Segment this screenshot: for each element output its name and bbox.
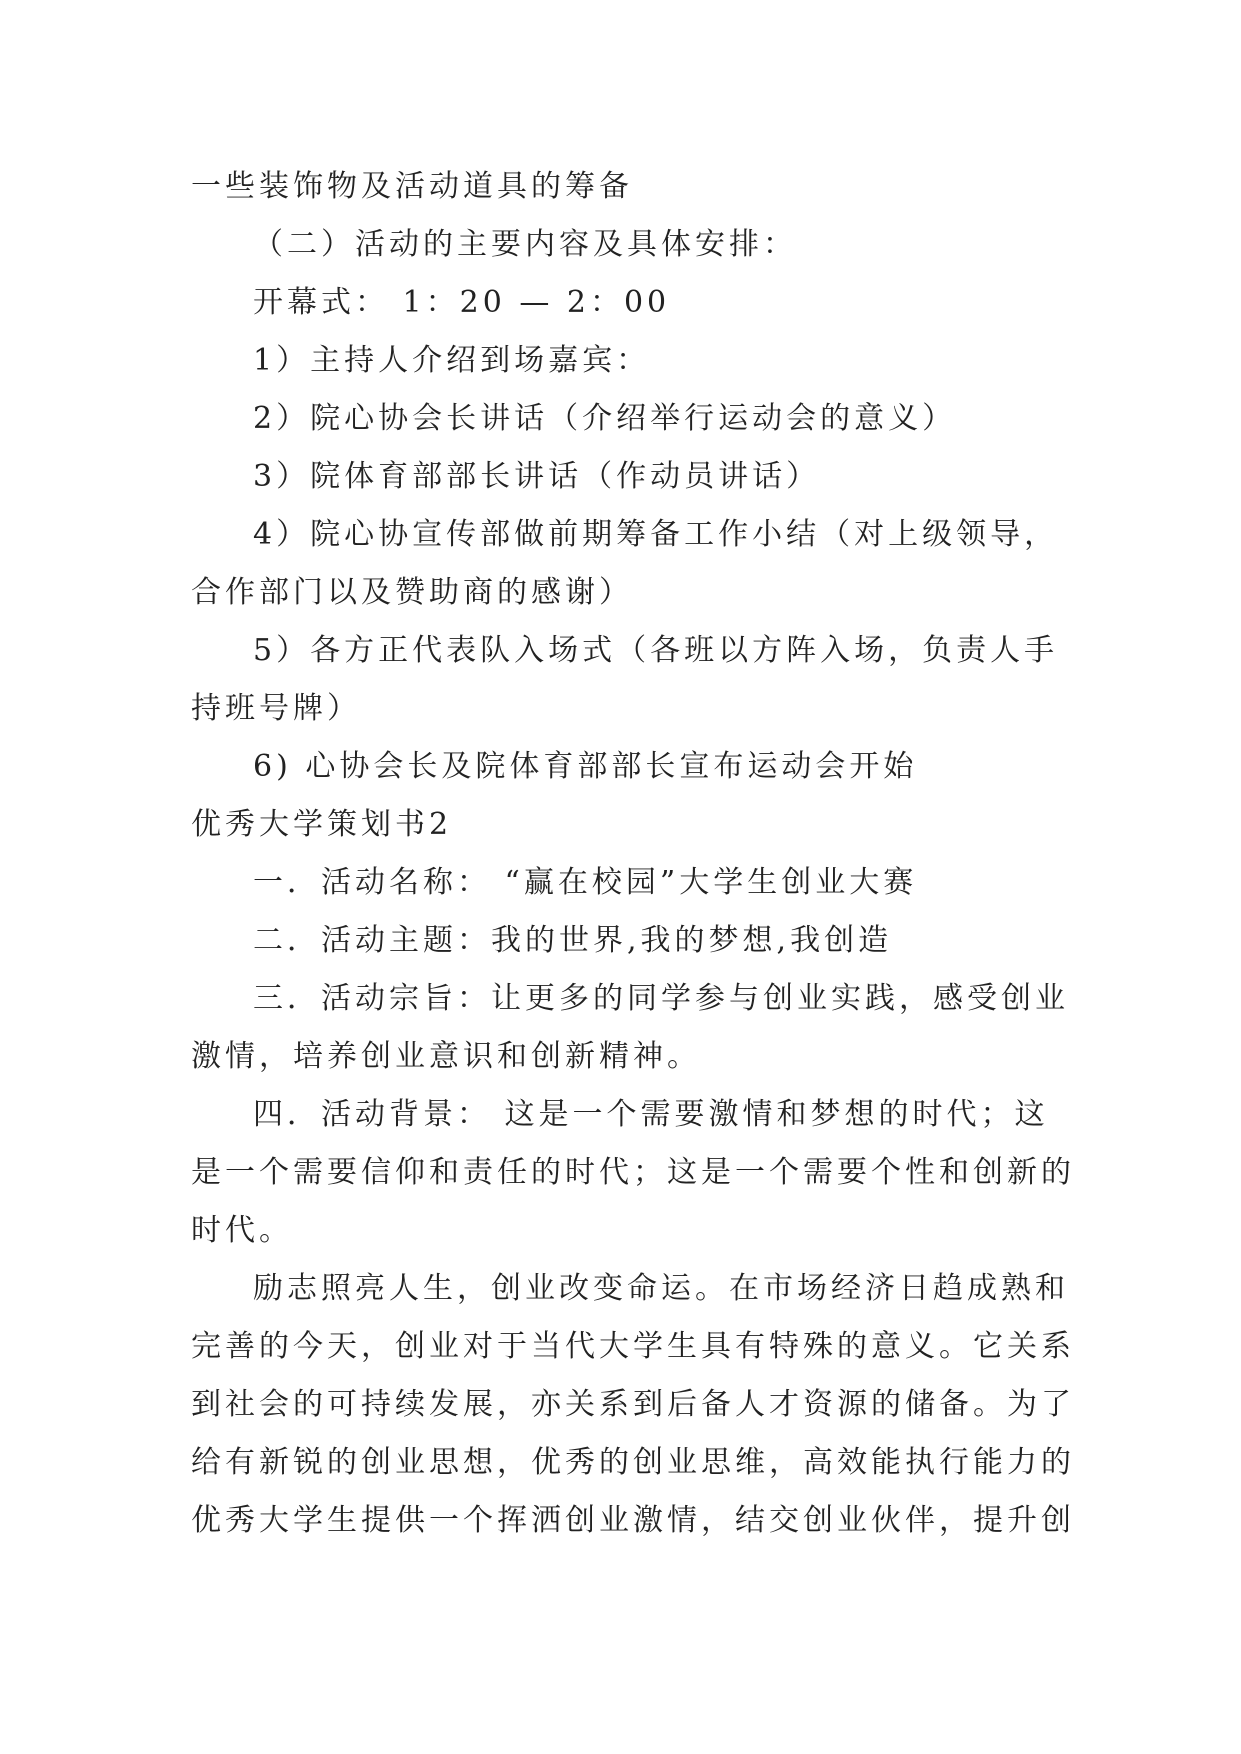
text-line: 开幕式： 1：20 — 2：00: [253, 285, 671, 320]
document-body: [191, 158, 1075, 1550]
text-line: 是一个需要信仰和责任的时代；这是一个需要个性和创新的: [191, 1155, 1075, 1190]
text-line: 时代。: [191, 1213, 293, 1248]
text-line: 合作部门以及赞助商的感谢）: [191, 575, 633, 610]
text-line: 优秀大学生提供一个挥洒创业激情，结交创业伙伴，提升创: [191, 1503, 1075, 1538]
text-line: 四．活动背景： 这是一个需要激情和梦想的时代；这: [253, 1097, 1049, 1132]
text-line: 励志照亮人生，创业改变命运。在市场经济日趋成熟和: [253, 1271, 1069, 1306]
text-line: 3）院体育部部长讲话（作动员讲话）: [253, 459, 821, 494]
text-line: 4）院心协宣传部做前期筹备工作小结（对上级领导，: [253, 517, 1059, 552]
text-line: 2）院心协会长讲话（介绍举行运动会的意义）: [253, 401, 957, 436]
text-line: 5）各方正代表队入场式（各班以方阵入场，负责人手: [253, 633, 1059, 668]
text-line: （二）活动的主要内容及具体安排：: [253, 227, 797, 262]
text-line: 一．活动名称： “赢在校园”大学生创业大赛: [253, 865, 918, 900]
text-line: 持班号牌）: [191, 691, 361, 726]
text-line: 1）主持人介绍到场嘉宾：: [253, 343, 651, 378]
text-line: 激情，培养创业意识和创新精神。: [191, 1039, 701, 1074]
text-line: 三．活动宗旨：让更多的同学参与创业实践，感受创业: [253, 981, 1069, 1016]
text-line: 二．活动主题：我的世界,我的梦想,我创造: [253, 923, 893, 958]
text-line: 完善的今天，创业对于当代大学生具有特殊的意义。它关系: [191, 1329, 1075, 1364]
section-title: 优秀大学策划书2: [191, 807, 453, 842]
text-line: 6) 心协会长及院体育部部长宣布运动会开始: [253, 749, 918, 784]
text-line: 一些装饰物及活动道具的筹备: [191, 169, 633, 204]
text-line: 到社会的可持续发展，亦关系到后备人才资源的储备。为了: [191, 1387, 1075, 1422]
text-line: 给有新锐的创业思想，优秀的创业思维，高效能执行能力的: [191, 1445, 1075, 1480]
